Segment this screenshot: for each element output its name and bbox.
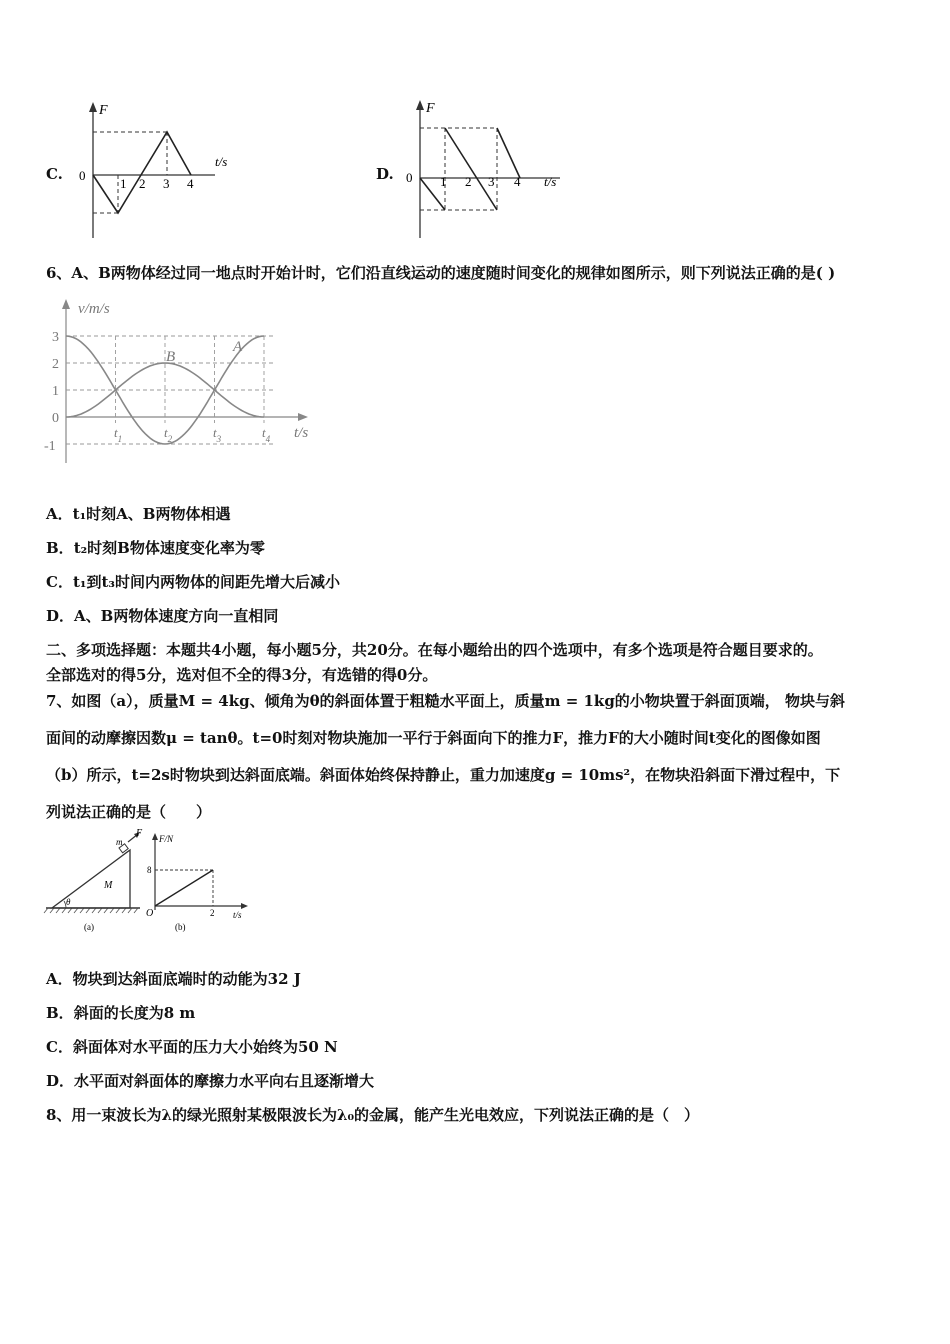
q6-ytick-0: 0 <box>52 411 59 426</box>
d-origin: 0 <box>406 170 413 185</box>
q6-xtick-t2: $t_2$ <box>164 425 173 444</box>
q7-option-a-letter: A． <box>46 970 73 988</box>
q7-option-b-letter: B． <box>46 1004 74 1022</box>
q6-stem: 6、A、B两物体经过同一地点时开始计时，它们沿直线运动的速度随时间变化的规律如图所示，则下列说法正确的是( ) <box>46 264 836 282</box>
q5-option-d-label: D. <box>376 165 394 183</box>
fig-a-wedge: M <box>104 880 113 891</box>
d-tick-4: 4 <box>514 174 521 189</box>
q7-option-a <box>46 968 301 989</box>
q5-option-c-graph <box>75 100 245 240</box>
d-tick-1: 1 <box>440 174 447 189</box>
q6-ytick-2: 2 <box>52 357 59 372</box>
q7-figure-b <box>145 832 255 932</box>
d-tick-2: 2 <box>465 174 472 189</box>
c-origin: 0 <box>79 168 86 183</box>
q7-line4: 列说法正确的是（ ） <box>46 803 212 821</box>
q8-stem: 8、用一束波长为λ的绿光照射某极限波长为λ₀的金属，能产生光电效应，下列说法正确的是（ ） <box>46 1106 700 1124</box>
q6-option-b <box>46 537 265 558</box>
q7-option-b <box>46 1002 195 1023</box>
q6-ytick-1: 1 <box>52 384 59 399</box>
q7-option-c-letter: C． <box>46 1038 73 1056</box>
q6-option-c <box>46 571 340 592</box>
c-tick-4: 4 <box>187 176 194 191</box>
q6-option-a-text: t₁时刻A、B两物体相遇 <box>72 505 231 523</box>
fig-b-caption: (b) <box>175 922 186 932</box>
q6-option-d-text: A、B两物体速度方向一直相同 <box>74 607 279 625</box>
c-ylabel: F <box>99 103 108 118</box>
q7-option-c-text: 斜面体对水平面的压力大小始终为50 N <box>72 1038 338 1056</box>
q6-xtick-t3: $t_3$ <box>213 425 222 444</box>
q6-ylabel: v/m/s <box>78 301 110 317</box>
q6-option-c-text: t₁到t₃时间内两物体的间距先增大后减小 <box>72 573 340 591</box>
q5-option-d-graph <box>402 98 572 240</box>
q7-option-b-text: 斜面的长度为8 m <box>73 1004 196 1022</box>
q6-series-label-a: A <box>233 339 243 355</box>
q7-option-d-text: 水平面对斜面体的摩擦力水平向右且逐渐增大 <box>74 1072 375 1090</box>
q6-ytick-neg1: -1 <box>44 439 56 454</box>
fig-b-xlabel: t/s <box>233 910 242 920</box>
q7-option-d <box>46 1070 374 1091</box>
section2-line2: 全部选对的得5分，选对但不全的得3分，有选错的得0分。 <box>46 666 438 684</box>
q6-xtick-t1: $t_1$ <box>114 425 123 444</box>
fig-b-ylabel: F/N <box>159 834 174 844</box>
q6-option-d-letter: D． <box>46 607 75 625</box>
q7-line1: 7、如图（a），质量M = 4kg、倾角为θ的斜面体置于粗糙水平面上，质量m = 1kg的小物块置于斜面顶端， 物块与斜 <box>46 692 846 710</box>
q6-ytick-3: 3 <box>52 330 59 345</box>
q7-line3: （b）所示，t=2s时物块到达斜面底端。斜面体始终保持静止，重力加速度g = 10ms²，在物块沿斜面下滑过程中，下 <box>46 766 841 784</box>
c-tick-2: 2 <box>139 176 146 191</box>
q7-figure-a <box>44 828 144 932</box>
q7-option-d-letter: D． <box>46 1072 75 1090</box>
c-tick-1: 1 <box>120 176 127 191</box>
q6-option-a <box>46 503 230 524</box>
fig-b-ytick: 8 <box>147 865 152 875</box>
q6-option-b-letter: B． <box>46 539 74 557</box>
q7-line2: 面间的动摩擦因数μ = tanθ。t=0时刻对物块施加一平行于斜面向下的推力F，推力F的大小随时间t变化的图像如图 <box>46 729 821 747</box>
q5-option-c-label: C. <box>46 165 63 183</box>
fig-b-xtick: 2 <box>210 908 215 918</box>
fig-a-force: F <box>136 828 143 839</box>
fig-a-block: m <box>116 837 123 847</box>
section2-line1: 二、多项选择题：本题共4小题，每小题5分，共20分。在每小题给出的四个选项中，有多个选项是符合题目要求的。 <box>46 641 823 659</box>
q6-xtick-t4: $t_4$ <box>262 425 271 444</box>
c-xlabel: t/s <box>215 154 228 169</box>
q6-series-label-b: B <box>166 349 176 365</box>
q6-velocity-chart <box>40 295 330 470</box>
d-xlabel: t/s <box>544 174 557 189</box>
d-tick-3: 3 <box>488 174 495 189</box>
fig-b-origin: O <box>146 908 154 919</box>
q6-option-b-text: t₂时刻B物体速度变化率为零 <box>73 539 265 557</box>
d-ylabel: F <box>426 101 435 116</box>
q6-option-a-letter: A． <box>46 505 73 523</box>
q6-xlabel: t/s <box>294 425 309 441</box>
q6-option-c-letter: C． <box>46 573 73 591</box>
fig-a-caption: (a) <box>84 922 94 932</box>
q7-option-c <box>46 1036 338 1057</box>
q6-option-d <box>46 605 278 626</box>
fig-a-angle: θ <box>66 897 71 907</box>
q7-option-a-text: 物块到达斜面底端时的动能为32 J <box>72 970 301 988</box>
c-tick-3: 3 <box>163 176 170 191</box>
